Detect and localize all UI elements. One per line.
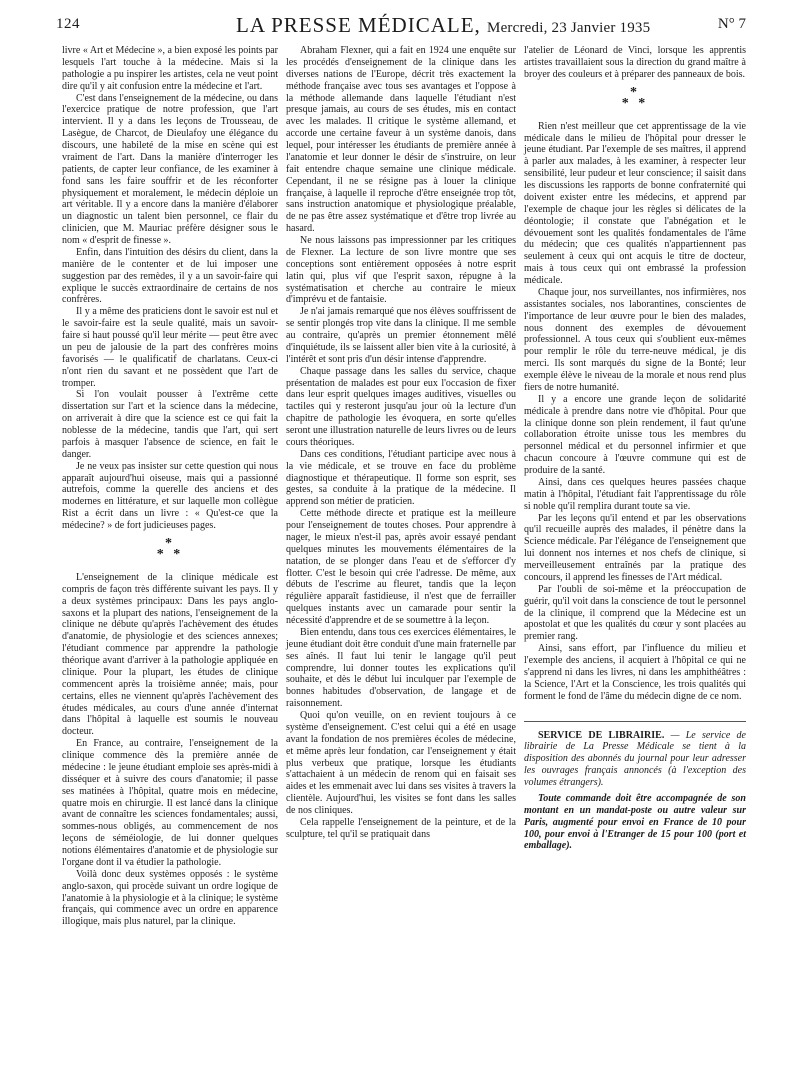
paragraph: Je n'ai jamais remarqué que nos élèves souffrissent de se sentir plongés trop vite dans la clinique. Il me semble au contraire, qu'après un premier étonnement mêlé d'inquiétude, ils se laissent aller bien vite à la curiosité, à l'intérêt et sont pris d'un désir intense d'apprendre.: [286, 306, 516, 365]
paragraph: Voilà donc deux systèmes opposés : le système anglo-saxon, qui procède suivant un ordre logique de l'anatomie à la physiologie et à la clinique; le système français, qui commence avec un ordre en apparence illogique, mais plus naturel, par la clinique.: [62, 868, 278, 928]
paragraph: Rien n'est meilleur que cet apprentissage de la vie médicale dans le milieu de l'hôpital pour dresser le jeune étudiant. Par l'exemple de ses maîtres, il apprend à parler aux malades, à les examiner, à respecter leur sensibilité, leur pudeur et leur conscience; il saisit dans les discussions les rapports de bonne confraternité qui doivent exister entre les médecins, et apprend par l'exemple de chaque jour les règles si délicates de la déontologie; il constate que l'abnégation et le dévouement sont les qualités fondamentales de l'âme du médecin; que ces qualités n'appartiennent pas seulement à ceux qui ont acquis le titre de docteur, mais à tous ceux qui ont embrassé la profession médicale.: [524, 120, 746, 286]
notice-paragraph-2: Toute commande doit être accompagnée de son montant en un mandat-poste ou autre valeur sur Paris, augmenté pour envoi en France de 10 pour 100, pour envoi à l'Etranger de 15 pour 100 (port et emballage).: [524, 792, 746, 852]
paragraph: Dans ces conditions, l'étudiant participe avec nous à la vie médicale, et se trouve en face du problème diagnostique et thérapeutique. Il forme son esprit, ses gestes, sa conduite à la pratique de la médecine. Il apprend son métier de praticien.: [286, 448, 516, 508]
bookshop-notice: [524, 730, 746, 853]
publication-title: [236, 13, 650, 38]
paragraph: Je ne veux pas insister sur cette question qui nous apparaît aujourd'hui oiseuse, mais qui a passionné autrefois, comme la querelle des anciens et des modernes en littérature, et sur laquelle mon collègue Rist a écrit dans un livre : « Qu'est-ce que la médecine? » de fort judicieuses pages.: [62, 460, 278, 531]
issue-date: Mercredi, 23 Janvier 1935: [487, 20, 651, 36]
paragraph: Enfin, dans l'intuition des désirs du client, dans la manière de le contenter et de lui imposer une suggestion par des remèdes, il y a un savoir-faire qui explique le succès extraordinaire de certains de nos confrères.: [62, 246, 278, 306]
section-separator: * * *: [156, 535, 184, 562]
page-header: [56, 10, 746, 36]
notice-text-1: — Le service de librairie de La Presse Médicale se tient à la disposition des abonnés du journal pour leur adresser les ouvrages français annoncés (à l'exception des volumes étrangers).: [524, 729, 746, 788]
paragraph: Par l'oubli de soi-même et la préoccupation de guérir, qu'il voit dans la conscience de tout le personnel de la clinique, il comprend que la Médecine est un apostolat et que les qualités du cœur y sont placées au premier rang.: [524, 583, 746, 643]
paragraph: Si l'on voulait pousser à l'extrême cette dissertation sur l'art et la science dans la médecine, on arriverait à dire que la science est ce qui fait la noblesse de la médecine, tandis que l'art, qui sert parfois à masquer l'absence de science, en fait le danger.: [62, 389, 278, 460]
issue-number: N° 7: [717, 16, 746, 32]
article-column-1: [62, 45, 278, 928]
publication-name: LA PRESSE MÉDICALE,: [236, 13, 481, 37]
paragraph: Il y a encore une grande leçon de solidarité médicale à prendre dans notre vie d'hôpital. Pour que la clinique donne son plein rendement, il faut qu'une collaboration étroite unisse tous les membres du personnel médical et du personnel infirmier et que chacun concoure à l'œuvre commune qui est de produire de la santé.: [524, 393, 746, 476]
paragraph: Bien entendu, dans tous ces exercices élémentaires, le jeune étudiant doit être conduit d'une main fraternelle par ses aînés. Il faut lui tenir le langage qu'il peut comprendre, lui donner toutes les explications qu'il souhaite, et dès le début lui inculquer par l'exemple de bonnes habitudes d'observation, de langage et de raisonnement.: [286, 626, 516, 710]
paragraph: l'atelier de Léonard de Vinci, lorsque les apprentis artistes travaillaient sous la direction du grand maître à broyer des couleurs et à préparer des panneaux de bois.: [524, 45, 746, 80]
notice-heading: SERVICE DE LIBRAIRIE.: [538, 729, 665, 741]
paragraph: En France, au contraire, l'enseignement de la clinique commence dès la première année de médecine : le jeune étudiant emploie ses après-midi à disséquer et à suivre des cours d'anatomie; il passe ses matinées à l'hôpital, quatre mois en médecine, quatre mois en chirurgie. Il est lancé dans la clinique avant de connaître les sciences fondamentales; aussi, sommes-nous obligés, au commencement de nos leçons de séméiologie, de lui donner quelques notions élémentaires d'anatomie et de physiologie sur l'organe dont il va étudier la pathologie.: [62, 738, 278, 868]
paragraph: Chaque passage dans les salles du service, chaque présentation de malades est pour eux l'occasion de fixer dans leur esprit quelques images auditives, visuelles ou tactiles qui y resteront jusqu'au jour où la lecture d'un chapitre de pathologie les évoquera, en sorte qu'elles seront une illustration naturelle de leurs livres ou de leurs cours théoriques.: [286, 365, 516, 448]
notice-divider: [524, 721, 746, 722]
paragraph: Chaque jour, nos surveillantes, nos infirmières, nos assistantes sociales, nos laborantines, conscientes de l'importance de leur œuvre pour le bien des malades, nous donnent des exemples de dévouement professionnel. A tous ceux qui s'oublient eux-mêmes pour remplir le rôle du terre-neuve médical, je dis merci. Ils sont marqués du signe de la Bonté; leur exemple élève le niveau de la morale et nous rend plus fiers de notre humanité.: [524, 286, 746, 393]
paragraph: Cette méthode directe et pratique est la meilleure pour l'enseignement de toutes choses. Pour apprendre à nager, le mieux n'est-il pas, après avoir essayé pendant quelques minutes les mouvements élémentaires de la natation, de se plonger dans l'eau et de s'efforcer d'y flotter. C'est le besoin qui crée l'adresse. De même, aux débuts de l'escrime au fleuret, tandis que la leçon régulière apparaît fastidieuse, il n'est que de ferrailler quelques instants avec un camarade pour sentir la nécessité d'apprendre et de se soumettre à la leçon.: [286, 508, 516, 626]
paragraph: livre « Art et Médecine », a bien exposé les points par lesquels l'art touche à la médecine. Mais si la pathologie a pu inspirer les artistes, cela ne veut point dire qu'il y ait confusion entre la médecine et l'art.: [62, 45, 278, 92]
paragraph: Ainsi, sans effort, par l'influence du milieu et l'exemple des anciens, il acquiert à l'hôpital ce qui ne s'apprend ni dans les livres, ni dans les amphithéâtres : la Science, l'Art et la Conscience, les trois qualités qui forment le fond de l'âme du médecin digne de ce nom.: [524, 643, 746, 702]
paragraph: Cela rappelle l'enseignement de la peinture, et de la sculpture, tel qu'il se pratiquait dans: [286, 816, 516, 840]
paragraph: Abraham Flexner, qui a fait en 1924 une enquête sur les procédés d'enseignement de la clinique dans les diverses nations de l'Europe, décrit très exactement la méthode française avec tous ses avantages et l'oppose à la méthode allemande dans laquelle l'étudiant n'est presque jamais, au cours de ses études, mis en contact avec les malades. Il critique le système allemand, et accorde une certaine faveur à un système danois, dans lequel, pour intéresser les étudiants de première année à l'anatomie et leur donner le désir de s'instruire, on leur fait entendre chaque semaine une clinique médicale. Cependant, il ne se résigne pas à louer la clinique française, à laquelle il reproche d'être enseignée trop tôt, sans instruction anatomique et physiologique préalable, de ne pas être assez systématique et d'être trop livrée au hasard.: [286, 45, 516, 235]
paragraph: C'est dans l'enseignement de la médecine, ou dans l'exercice pratique de notre profession, que l'art intervient. Il y a dans les leçons de Trousseau, de Lasègue, de Charcot, de Dieulafoy une élégance du discours, une habileté de la mise en scène qui est vraiment de l'art. Dans la manière d'interroger les patients, de capter leur confiance, de les examiner à fond sans les faire souffrir et de les réconforter physiquement et moralement, le médecin déploie un art véritable. Il y a encore dans la manière d'élaborer un diagnostic un talent bien personnel, ce flair du clinicien, que M. Mauriac préfère désigner sous le nom « d'esprit de finesse ».: [62, 92, 278, 246]
article-column-3: [524, 45, 746, 856]
paragraph: Par les leçons qu'il entend et par les observations qu'il recueille auprès des malades, il pénètre dans la Science médicale. Par l'élégance de l'enseignement que lui donnent nos internes et nos chefs de clinique, si merveilleusement entraînés par la pratique des concours, il apprend les finesses de l'Art médical.: [524, 512, 746, 583]
section-separator: * * *: [621, 84, 649, 111]
notice-paragraph-1: [524, 730, 746, 789]
paragraph: Il y a même des praticiens dont le savoir est nul et le savoir-faire est la seule qualité, mais un savoir-faire si haut poussé qu'il leur mérite — peut être avec un peu de jalousie de la part des confrères moins favorisés — le qualificatif de charlatans. Ceux-ci n'ont rien du savant et ne possèdent que l'art de tromper.: [62, 306, 278, 389]
paragraph: Ne nous laissons pas impressionner par les critiques de Flexner. La lecture de son livre montre que ses conceptions sont entièrement opposées à notre esprit latin qui, plus vif que l'esprit saxon, répugne à la systématisation et cherche au contraire le mieux d'imprévu et de fantaisie.: [286, 235, 516, 306]
page-number: 124: [56, 16, 80, 32]
paragraph: L'enseignement de la clinique médicale est compris de façon très différente suivant les pays. Il y a deux systèmes principaux: Dans les pays anglo-saxons et la plupart des nations, l'enseignement de la clinique ne débute qu'après l'achèvement des études d'anatomie, de physiologie et des sciences annexes; l'étudiant commence par apprendre la pathologie théorique avant d'arriver à la pathologie appliquée en clinique. Pour la plupart, les études de clinique commencent après la troisième année; mais, pour certains, elles ne viennent qu'après l'achèvement des études médicales, au cours d'une année d'internat dans l'hôpital à laquelle est soumis le nouveau docteur.: [62, 571, 278, 738]
paragraph: Ainsi, dans ces quelques heures passées chaque matin à l'hôpital, l'étudiant fait l'apprentissage du rôle si noble qu'il remplira durant toute sa vie.: [524, 476, 746, 512]
paragraph: Quoi qu'on veuille, on en revient toujours à ce système d'enseignement. C'est celui qui a été en usage avant la fondation de nos premières écoles de médecine, et même après leur fondation, car l'enseignement y était plus verbeux que pratique, lorsque les étudiants s'attachaient à un médecin de renom qui en faisait ses aides et les emmenait avec lui dans ses visites à travers la clientèle. Aujourd'hui, les visites se font dans les salles de nos cliniques.: [286, 710, 516, 816]
article-column-2: [286, 45, 516, 841]
